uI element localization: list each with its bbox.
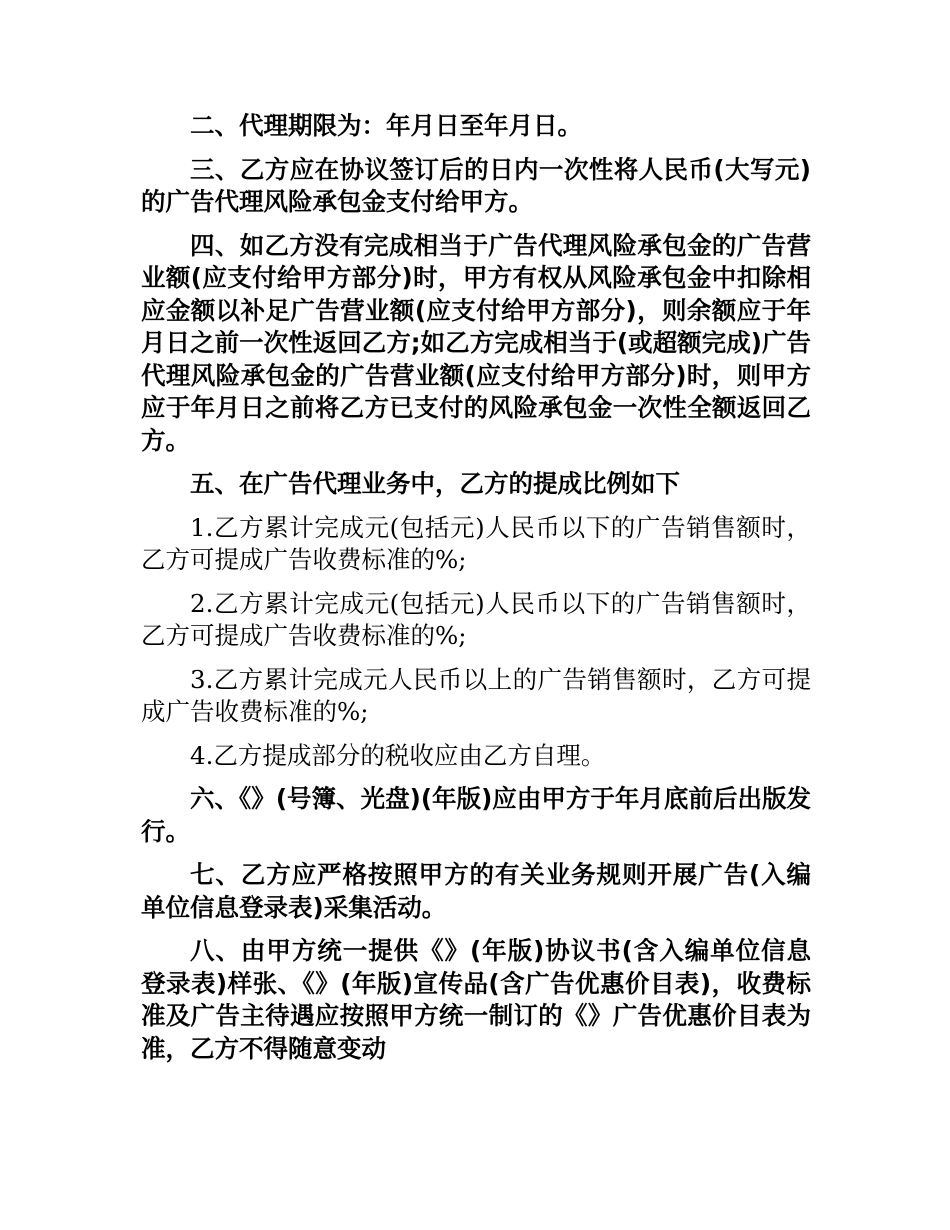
- document-body: [141, 110, 811, 1076]
- clause-6-paragraph: 六、《》(号簿、光盘)(年版)应由甲方于年月底前后出版发行。: [141, 784, 811, 846]
- clause-3-paragraph: 三、乙方应在协议签订后的日内一次性将人民币(大写元)的广告代理风险承包金支付给甲方。: [141, 154, 811, 216]
- commission-item-4: 4.乙方提成部分的税收应由乙方自理。: [190, 740, 606, 770]
- clause-2-paragraph: 二、代理期限为：年月日至年月日。: [190, 111, 582, 140]
- commission-item-3: 3.乙方累计完成元人民币以上的广告销售额时，乙方可提成广告收费标准的%;: [141, 664, 811, 726]
- clause-8-paragraph: 八、由甲方统一提供《》(年版)协议书(含入编单位信息登录表)样张、《》(年版)宣传品(含广告优惠价目表)，收费标准及广告主待遇应按照甲方统一制订的《》广告优惠价目表为准，乙方不得随意变动: [141, 936, 811, 1063]
- commission-item-1: 1.乙方累计完成元(包括元)人民币以下的广告销售额时，乙方可提成广告收费标准的%;: [141, 512, 811, 574]
- commission-item-2: 2.乙方累计完成元(包括元)人民币以下的广告销售额时，乙方可提成广告收费标准的%;: [141, 588, 811, 650]
- clause-7-paragraph: 七、乙方应严格按照甲方的有关业务规则开展广告(入编单位信息登录表)采集活动。: [141, 860, 811, 922]
- clause-4-paragraph: 四、如乙方没有完成相当于广告代理风险承包金的广告营业额(应支付给甲方部分)时，甲方有权从风险承包金中扣除相应金额以补足广告营业额(应支付给甲方部分)，则余额应于年月日之前一次性返回乙方;如乙方完成相当于(或超额完成)广告代理风险承包金的广告营业额(应支付给甲方部分)时，则甲方应于年月日之前将乙方已支付的风险承包金一次性全额返回乙方。: [141, 230, 811, 455]
- clause-5-paragraph: 五、在广告代理业务中，乙方的提成比例如下: [190, 469, 680, 498]
